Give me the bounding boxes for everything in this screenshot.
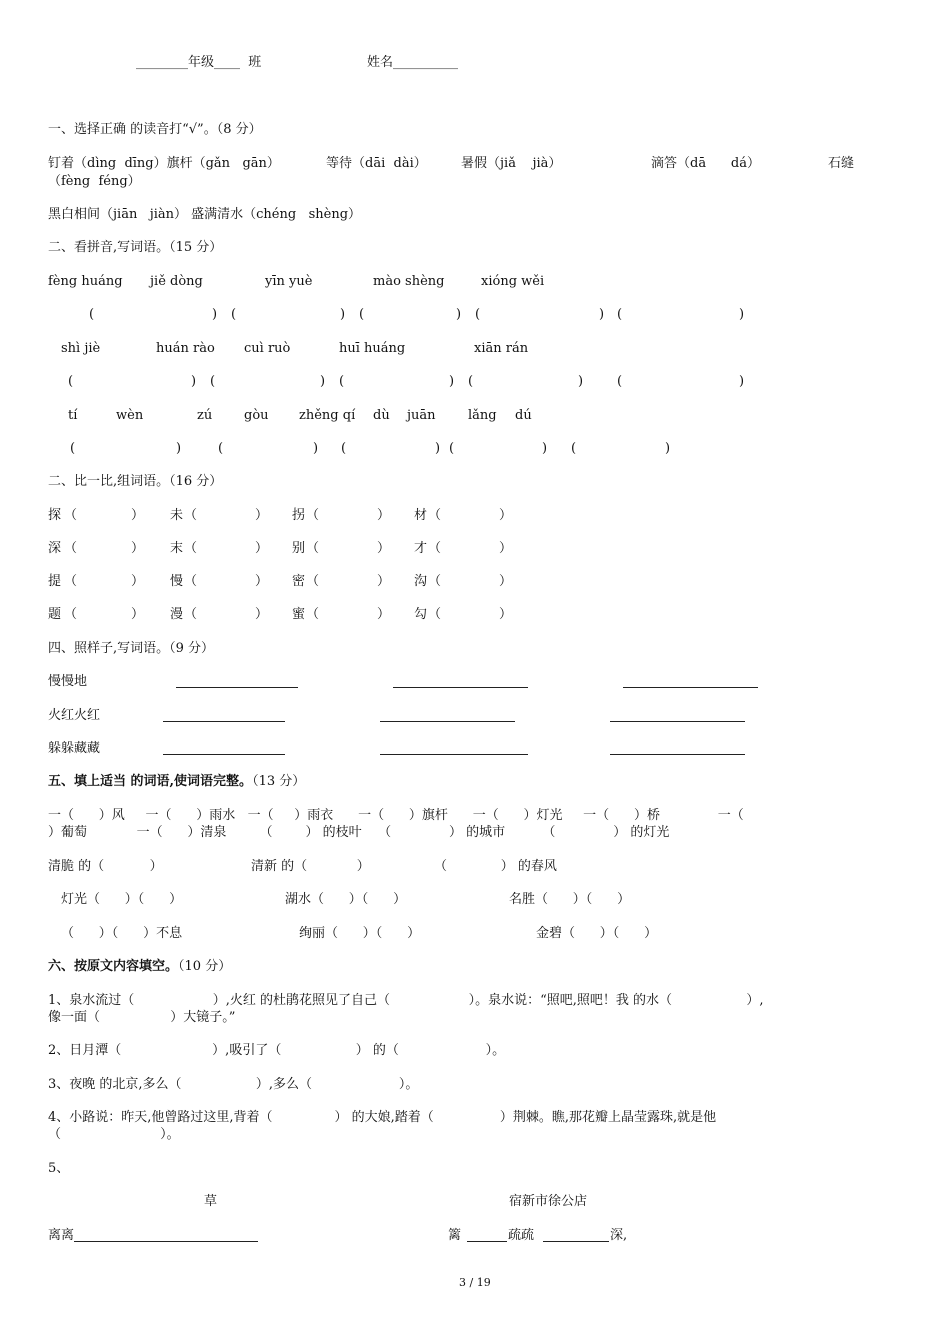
student-name-field: 姓名__________ <box>367 55 459 70</box>
s6-q4-line-2: （ ）。 <box>48 1127 180 1142</box>
answer-blank-close: ) <box>212 307 218 322</box>
answer-blank-close: ) <box>665 441 671 456</box>
example-word: 慢慢地 <box>48 674 88 689</box>
s5-line-5c: 金碧（ ）（ ） <box>536 926 658 941</box>
compare-char: 深 <box>48 541 62 556</box>
answer-blank-open: ( <box>89 307 95 322</box>
s1-item-3: 暑假（jiǎ jià） <box>461 156 562 171</box>
pinyin-row-3-item: dú <box>515 408 532 423</box>
pinyin-row-1-item: jiě dòng <box>150 274 203 289</box>
answer-blank-close: ) <box>449 374 455 389</box>
answer-blank-open: ( <box>341 441 347 456</box>
s1-item-6: 黑白相间（jiān jiàn） 盛满清水（chéng shèng） <box>48 207 362 222</box>
page-number: 3 / 19 <box>459 1276 491 1289</box>
s1-item-5: 石缝 <box>828 156 855 171</box>
answer-blank-open: ( <box>449 441 455 456</box>
paren-close: ） <box>499 607 513 622</box>
answer-blank-open: ( <box>231 307 237 322</box>
answer-line <box>610 754 745 755</box>
s1-item-1: 钉着（dìng dīng）旗杆（gǎn gān） <box>48 156 280 171</box>
paren-open: （ <box>428 574 442 589</box>
pinyin-row-3-item: zú <box>197 408 213 423</box>
paren-open: （ <box>184 607 198 622</box>
compare-char: 沟 <box>414 574 428 589</box>
pinyin-row-3-item: lǎng <box>468 408 497 423</box>
pinyin-row-2-item: cuì ruò <box>244 341 291 356</box>
pinyin-row-2-item: huán rào <box>156 341 215 356</box>
compare-char: 别 <box>292 541 306 556</box>
s5-line-5b: 绚丽（ ）（ ） <box>299 926 421 941</box>
paren-open: （ <box>306 607 320 622</box>
paren-open: （ <box>64 508 78 523</box>
answer-blank-open: ( <box>571 441 577 456</box>
s5-line-5a: （ ）（ ）不息 <box>61 926 183 941</box>
pinyin-row-3-item: zhěng qí <box>299 408 356 423</box>
s1-item-5-pinyin: （fèng féng） <box>48 174 141 189</box>
pinyin-row-3-item: gòu <box>244 408 269 423</box>
answer-blank-close: ) <box>578 374 584 389</box>
s5-line-3c: （ ） 的春风 <box>434 859 557 874</box>
answer-line <box>623 687 758 688</box>
pinyin-row-1-item: mào shèng <box>373 274 445 289</box>
poem-1-title: 草 <box>204 1194 218 1209</box>
answer-blank-close: ) <box>599 307 605 322</box>
section-5-title-text: 五、填上适当 的词语,使词语完整。 <box>48 774 253 789</box>
answer-line <box>467 1241 507 1242</box>
compare-char: 才 <box>414 541 428 556</box>
paren-close: ） <box>255 508 269 523</box>
s6-q5: 5、 <box>48 1161 70 1176</box>
paren-close: ） <box>377 508 391 523</box>
s5-line-4c: 名胜（ ）（ ） <box>509 892 631 907</box>
answer-line <box>393 687 528 688</box>
answer-blank-close: ) <box>456 307 462 322</box>
answer-blank-close: ) <box>191 374 197 389</box>
compare-char: 末 <box>170 541 184 556</box>
paren-close: ） <box>499 574 513 589</box>
answer-blank-close: ) <box>313 441 319 456</box>
paren-open: （ <box>306 574 320 589</box>
answer-blank-close: ) <box>320 374 326 389</box>
compare-char: 未 <box>170 508 184 523</box>
example-word: 火红火红 <box>48 708 101 723</box>
s6-q4-line-1: 4、小路说：昨天,他曾路过这里,背着（ ） 的大娘,踏着（ ）荆棘。瞧,那花瓣上晶莹露珠,就是他 <box>48 1110 717 1125</box>
answer-blank-open: ( <box>339 374 345 389</box>
paren-close: ） <box>377 574 391 589</box>
answer-line <box>74 1241 258 1242</box>
compare-char: 提 <box>48 574 62 589</box>
pinyin-row-3-item: wèn <box>116 408 144 423</box>
poem-2-line-c: 深, <box>610 1228 628 1243</box>
grade-class-field: ________年级____ 班 <box>136 55 262 70</box>
pinyin-row-3-item: dù <box>373 408 390 423</box>
compare-char: 勾 <box>414 607 428 622</box>
pinyin-row-3-item: juān <box>407 408 436 423</box>
pinyin-row-3-item: tí <box>68 408 78 423</box>
paren-open: （ <box>428 508 442 523</box>
answer-blank-open: ( <box>617 307 623 322</box>
section-4-title: 四、照样子,写词语。（9 分） <box>48 641 215 656</box>
poem-2-title: 宿新市徐公店 <box>509 1194 588 1209</box>
section-6-score: （10 分） <box>178 959 232 974</box>
poem-2-line-a: 篱 <box>448 1228 462 1243</box>
paren-open: （ <box>64 574 78 589</box>
s5-line-2: ）葡萄 一（ ）清泉 （ ） 的枝叶 （ ） 的城市 （ ） 的灯光 <box>48 825 670 840</box>
paren-open: （ <box>184 541 198 556</box>
answer-line <box>543 1241 609 1242</box>
s1-item-2: 等待（dāi dài） <box>326 156 427 171</box>
paren-open: （ <box>184 574 198 589</box>
section-3-title: 二、比一比,组词语。（16 分） <box>48 474 223 489</box>
answer-blank-open: ( <box>68 374 74 389</box>
paren-open: （ <box>184 508 198 523</box>
s5-line-4b: 湖水（ ）（ ） <box>285 892 407 907</box>
answer-blank-open: ( <box>468 374 474 389</box>
answer-blank-close: ) <box>435 441 441 456</box>
compare-char: 密 <box>292 574 306 589</box>
pinyin-row-1-item: yīn yuè <box>265 274 313 289</box>
answer-blank-close: ) <box>176 441 182 456</box>
s1-item-4: 滴答（dā dá） <box>651 156 760 171</box>
section-6-title-text: 六、按原文内容填空。 <box>48 959 179 974</box>
paren-close: ） <box>377 607 391 622</box>
s6-q1-line-2: 像一面（ ）大镜子。” <box>48 1010 236 1025</box>
section-6-title <box>48 958 231 976</box>
answer-line <box>163 721 285 722</box>
compare-char: 拐 <box>292 508 306 523</box>
answer-blank-close: ) <box>739 374 745 389</box>
paren-close: ） <box>131 508 145 523</box>
s6-q3: 3、夜晚 的北京,多么（ ）,多么（ ）。 <box>48 1077 419 1092</box>
answer-blank-open: ( <box>617 374 623 389</box>
s5-line-3a: 清脆 的（ ） <box>48 859 163 874</box>
paren-open: （ <box>306 508 320 523</box>
answer-blank-close: ) <box>542 441 548 456</box>
paren-open: （ <box>428 541 442 556</box>
answer-blank-open: ( <box>210 374 216 389</box>
pinyin-row-2-item: xiān rán <box>474 341 529 356</box>
compare-char: 漫 <box>170 607 184 622</box>
answer-line <box>610 721 745 722</box>
pinyin-row-1-item: xióng wěi <box>481 274 545 289</box>
paren-close: ） <box>499 541 513 556</box>
pinyin-row-2-item: huī huáng <box>339 341 406 356</box>
s6-q2: 2、日月潭（ ）,吸引了（ ） 的（ ）。 <box>48 1043 506 1058</box>
answer-line <box>176 687 298 688</box>
paren-close: ） <box>377 541 391 556</box>
pinyin-row-2-item: shì jiè <box>61 341 101 356</box>
answer-line <box>163 754 285 755</box>
s6-q1-line-1: 1、泉水流过（ ）,火红 的杜鹃花照见了自己（ ）。泉水说：“照吧,照吧！我 的水（ ）, <box>48 993 764 1008</box>
answer-line <box>380 721 515 722</box>
compare-char: 题 <box>48 607 62 622</box>
paren-close: ） <box>255 541 269 556</box>
compare-char: 蜜 <box>292 607 306 622</box>
compare-char: 材 <box>414 508 428 523</box>
pinyin-row-1-item: fèng huáng <box>48 274 123 289</box>
answer-blank-open: ( <box>218 441 224 456</box>
paren-open: （ <box>64 541 78 556</box>
section-5-title <box>48 773 305 791</box>
answer-line <box>380 754 528 755</box>
answer-blank-open: ( <box>70 441 76 456</box>
poem-1-line: 离离 <box>48 1228 75 1243</box>
s5-line-3b: 清新 的（ ） <box>251 859 370 874</box>
paren-close: ） <box>131 541 145 556</box>
section-5-score: （13 分） <box>252 774 306 789</box>
paren-open: （ <box>306 541 320 556</box>
paren-close: ） <box>499 508 513 523</box>
poem-2-line-b: 疏疏 <box>508 1228 535 1243</box>
s5-line-1: 一（ ）风 一（ ）雨水 一（ ）雨衣 一（ ）旗杆 一（ ）灯光 一（ ）桥 一（ <box>48 808 744 823</box>
paren-close: ） <box>255 574 269 589</box>
answer-blank-open: ( <box>475 307 481 322</box>
paren-open: （ <box>64 607 78 622</box>
compare-char: 慢 <box>170 574 184 589</box>
paren-close: ） <box>131 607 145 622</box>
answer-blank-open: ( <box>359 307 365 322</box>
answer-blank-close: ) <box>739 307 745 322</box>
compare-char: 探 <box>48 508 62 523</box>
paren-open: （ <box>428 607 442 622</box>
paren-close: ） <box>255 607 269 622</box>
answer-blank-close: ) <box>340 307 346 322</box>
paren-close: ） <box>131 574 145 589</box>
s5-line-4a: 灯光（ ）（ ） <box>61 892 183 907</box>
section-2-title: 二、看拼音,写词语。（15 分） <box>48 240 223 255</box>
example-word: 躲躲藏藏 <box>48 741 101 756</box>
section-1-title: 一、选择正确 的读音打“√”。（8 分） <box>48 122 262 137</box>
